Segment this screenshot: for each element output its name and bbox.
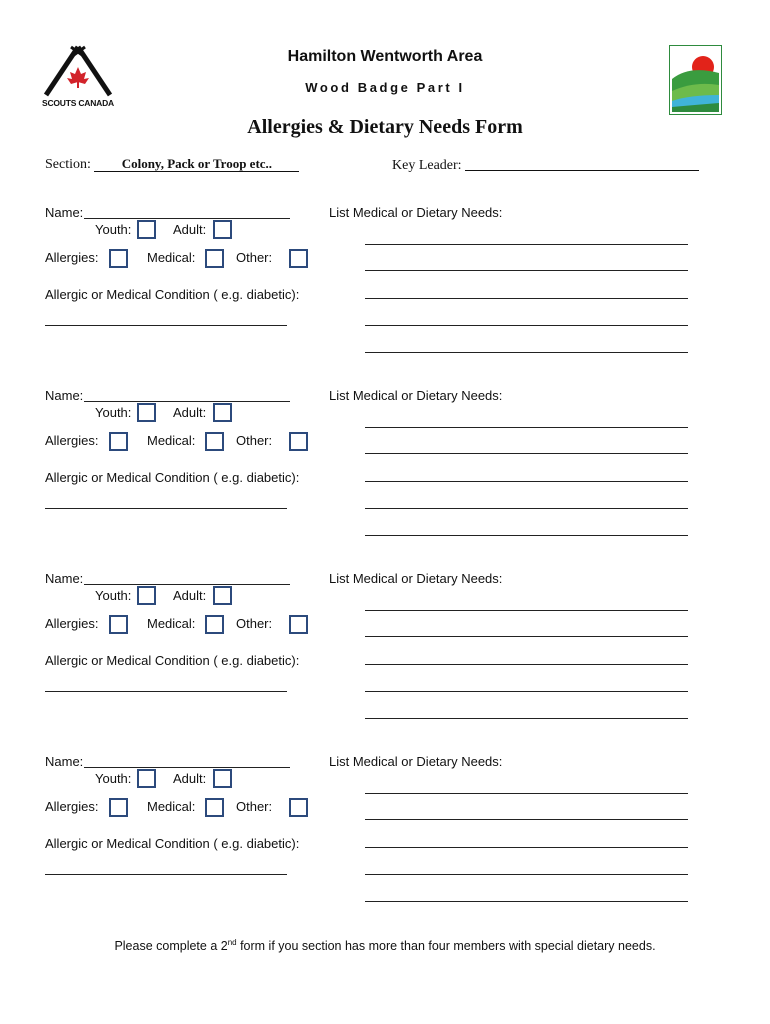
needs-line[interactable] [365, 508, 688, 509]
condition-field[interactable] [45, 874, 287, 875]
needs-line[interactable] [365, 847, 688, 848]
name-field[interactable] [84, 767, 290, 768]
needs-line[interactable] [365, 481, 688, 482]
youth-checkbox[interactable] [137, 586, 156, 605]
section-field[interactable]: Colony, Pack or Troop etc.. [94, 156, 299, 172]
needs-label: List Medical or Dietary Needs: [329, 754, 503, 769]
needs-line[interactable] [365, 352, 688, 353]
needs-line[interactable] [365, 270, 688, 271]
condition-label: Allergic or Medical Condition ( e.g. diabetic): [45, 287, 300, 302]
adult-checkbox[interactable] [213, 403, 232, 422]
name-label: Name: [45, 205, 84, 220]
needs-line[interactable] [365, 453, 688, 454]
needs-line[interactable] [365, 298, 688, 299]
condition-field[interactable] [45, 508, 287, 509]
needs-line[interactable] [365, 718, 688, 719]
form-title: Allergies & Dietary Needs Form [247, 116, 523, 138]
name-field[interactable] [84, 218, 290, 219]
medical-checkbox[interactable] [205, 432, 224, 451]
condition-label: Allergic or Medical Condition ( e.g. diabetic): [45, 470, 300, 485]
youth-label: Youth: [95, 405, 132, 420]
needs-line[interactable] [365, 793, 688, 794]
medical-label: Medical: [147, 616, 196, 631]
adult-label: Adult: [173, 588, 207, 603]
key-leader-field[interactable] [465, 156, 699, 171]
medical-checkbox[interactable] [205, 249, 224, 268]
youth-label: Youth: [95, 588, 132, 603]
key-leader-label: Key Leader: [392, 158, 462, 173]
medical-checkbox[interactable] [205, 615, 224, 634]
section-label: Section: [45, 157, 91, 172]
youth-label: Youth: [95, 771, 132, 786]
allergies-checkbox[interactable] [109, 615, 128, 634]
allergies-label: Allergies: [45, 250, 99, 265]
course-subtitle: Wood Badge Part I [305, 80, 465, 95]
allergies-label: Allergies: [45, 616, 99, 631]
needs-line[interactable] [365, 325, 688, 326]
name-label: Name: [45, 388, 84, 403]
needs-line[interactable] [365, 427, 688, 428]
other-label: Other: [236, 616, 273, 631]
allergies-checkbox[interactable] [109, 798, 128, 817]
name-field[interactable] [84, 401, 290, 402]
youth-checkbox[interactable] [137, 220, 156, 239]
adult-label: Adult: [173, 771, 207, 786]
youth-checkbox[interactable] [137, 769, 156, 788]
allergies-checkbox[interactable] [109, 432, 128, 451]
needs-line[interactable] [365, 636, 688, 637]
needs-line[interactable] [365, 901, 688, 902]
name-field[interactable] [84, 584, 290, 585]
key-leader-row [392, 156, 699, 174]
allergies-checkbox[interactable] [109, 249, 128, 268]
needs-label: List Medical or Dietary Needs: [329, 205, 503, 220]
needs-line[interactable] [365, 691, 688, 692]
section-row [45, 156, 299, 173]
other-checkbox[interactable] [289, 798, 308, 817]
footer-ordinal: nd [227, 938, 237, 947]
condition-label: Allergic or Medical Condition ( e.g. diabetic): [45, 653, 300, 668]
other-label: Other: [236, 433, 273, 448]
name-label: Name: [45, 571, 84, 586]
medical-label: Medical: [147, 250, 196, 265]
condition-field[interactable] [45, 691, 287, 692]
needs-label: List Medical or Dietary Needs: [329, 388, 503, 403]
condition-field[interactable] [45, 325, 287, 326]
needs-label: List Medical or Dietary Needs: [329, 571, 503, 586]
youth-label: Youth: [95, 222, 132, 237]
footer-note [0, 938, 770, 953]
adult-checkbox[interactable] [213, 586, 232, 605]
allergies-label: Allergies: [45, 799, 99, 814]
logo-text: SCOUTS CANADA [41, 98, 114, 108]
other-checkbox[interactable] [289, 249, 308, 268]
other-checkbox[interactable] [289, 615, 308, 634]
needs-line[interactable] [365, 874, 688, 875]
youth-checkbox[interactable] [137, 403, 156, 422]
needs-line[interactable] [365, 664, 688, 665]
condition-label: Allergic or Medical Condition ( e.g. diabetic): [45, 836, 300, 851]
other-checkbox[interactable] [289, 432, 308, 451]
adult-checkbox[interactable] [213, 769, 232, 788]
other-label: Other: [236, 799, 273, 814]
medical-label: Medical: [147, 799, 196, 814]
adult-label: Adult: [173, 405, 207, 420]
needs-line[interactable] [365, 535, 688, 536]
footer-text-pre: Please complete a 2 [114, 939, 228, 954]
allergies-label: Allergies: [45, 433, 99, 448]
footer-text-post: form if you section has more than four members with special dietary needs. [236, 939, 656, 954]
needs-line[interactable] [365, 819, 688, 820]
needs-line[interactable] [365, 244, 688, 245]
adult-label: Adult: [173, 222, 207, 237]
needs-line[interactable] [365, 610, 688, 611]
medical-label: Medical: [147, 433, 196, 448]
adult-checkbox[interactable] [213, 220, 232, 239]
name-label: Name: [45, 754, 84, 769]
medical-checkbox[interactable] [205, 798, 224, 817]
other-label: Other: [236, 250, 273, 265]
org-name: Hamilton Wentworth Area [287, 48, 483, 65]
